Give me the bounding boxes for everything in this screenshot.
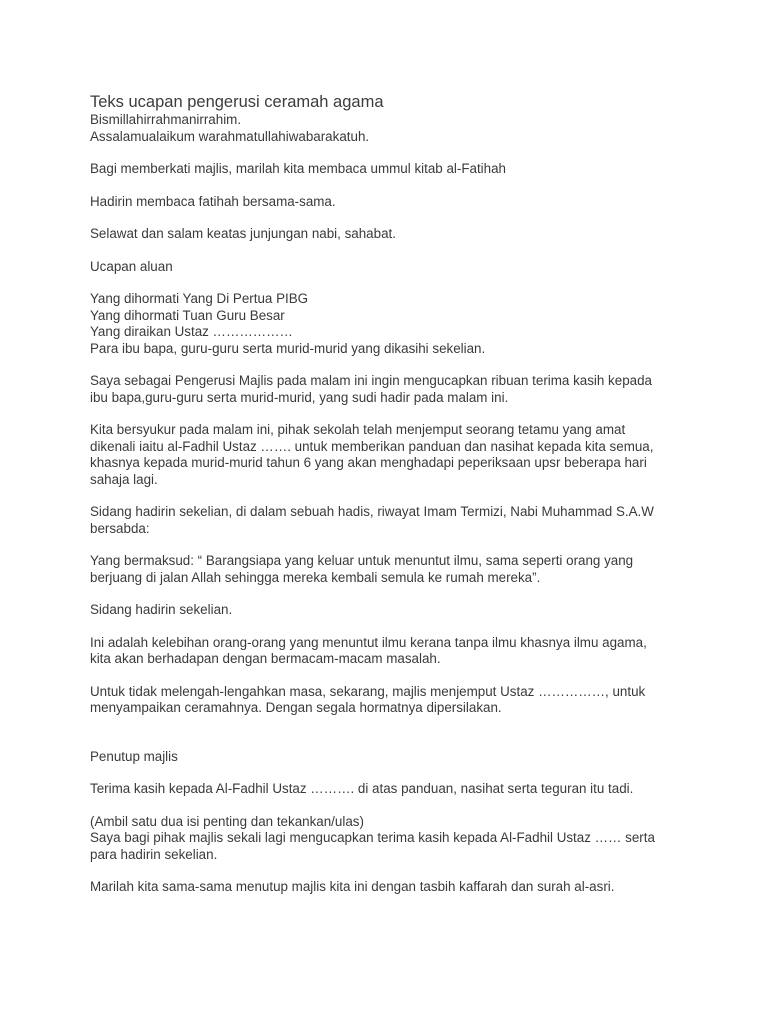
paragraph-thanks bbox=[90, 373, 680, 406]
text-line: Yang bermaksud: “ Barangsiapa yang keluar untuk menuntut ilmu, sama seperti orang yang bbox=[90, 553, 634, 568]
text-line: dikenali iaitu al-Fadhil Ustaz ……. untuk memberikan panduan dan nasihat kepada kita semua, bbox=[90, 438, 654, 454]
text-line: Untuk tidak melengah-lengahkan masa, sekarang, majlis menjemput Ustaz ……………, untuk bbox=[90, 683, 646, 699]
paragraph-opening bbox=[90, 112, 680, 145]
paragraph-hadis bbox=[90, 504, 680, 537]
text-line: Yang dihormati Yang Di Pertua PIBG bbox=[90, 291, 309, 306]
text-line: khasnya kepada murid-murid tahun 6 yang akan menghadapi peperiksaan upsr beberapa hari bbox=[90, 455, 647, 470]
text-line: Ucapan aluan bbox=[90, 258, 173, 274]
text-line: Terima kasih kepada Al-Fadhil Ustaz ………. di atas panduan, nasihat serta teguran itu tadi. bbox=[90, 781, 634, 796]
paragraph-guest bbox=[90, 422, 680, 488]
document-body bbox=[90, 92, 680, 896]
text-line: Bagi memberkati majlis, marilah kita membaca ummul kitab al-Fatihah bbox=[90, 161, 506, 176]
text-line: kita akan berhadapan dengan bermacam-macam masalah. bbox=[90, 651, 441, 666]
text-line: para hadirin sekelian. bbox=[90, 846, 218, 862]
text-line: Hadirin membaca fatihah bersama-sama. bbox=[90, 193, 336, 209]
paragraph-sidang bbox=[90, 602, 680, 619]
text-line: Selawat dan salam keatas junjungan nabi, sahabat. bbox=[90, 226, 396, 241]
text-line: Bismillahirrahmanirrahim. bbox=[90, 112, 242, 127]
text-line: Penutup majlis bbox=[90, 748, 178, 764]
text-line: ibu bapa,guru-guru serta murid-murid, yang sudi hadir pada malam ini. bbox=[90, 389, 509, 405]
paragraph-hadirin bbox=[90, 194, 680, 211]
text-line: Assalamualaikum warahmatullahiwabarakatuh. bbox=[90, 128, 370, 144]
paragraph-greetings bbox=[90, 291, 680, 357]
paragraph-selawat bbox=[90, 226, 680, 243]
text-line: Saya sebagai Pengerusi Majlis pada malam ini ingin mengucapkan ribuan terima kasih kepada bbox=[90, 373, 652, 388]
text-line: Yang dihormati Tuan Guru Besar bbox=[90, 307, 285, 323]
paragraph-fatihah bbox=[90, 161, 680, 178]
paragraph-kelebihan bbox=[90, 635, 680, 668]
text-line: bersabda: bbox=[90, 520, 150, 536]
text-line: Sidang hadirin sekelian, di dalam sebuah hadis, riwayat Imam Termizi, Nabi Muhammad S.A.W bbox=[90, 504, 654, 519]
paragraph-jemputan bbox=[90, 684, 680, 717]
text-line: (Ambil satu dua isi penting dan tekankan/ulas) bbox=[90, 813, 364, 829]
text-line: Sidang hadirin sekelian. bbox=[90, 602, 233, 617]
paragraph-maksud bbox=[90, 553, 680, 586]
section-heading-penutup bbox=[90, 749, 680, 766]
paragraph-terima-kasih bbox=[90, 781, 680, 798]
text-line: sahaja lagi. bbox=[90, 471, 158, 487]
text-line: Kita bersyukur pada malam ini, pihak sekolah telah menjemput seorang tetamu yang amat bbox=[90, 422, 626, 437]
paragraph-tasbih bbox=[90, 879, 680, 896]
section-heading-ucapan-aluan bbox=[90, 259, 680, 276]
text-line: Para ibu bapa, guru-guru serta murid-murid yang dikasihi sekelian. bbox=[90, 340, 486, 356]
document-title: Teks ucapan pengerusi ceramah agama bbox=[90, 93, 384, 111]
text-line: Ini adalah kelebihan orang-orang yang menuntut ilmu kerana tanpa ilmu khasnya ilmu agama, bbox=[90, 634, 647, 650]
paragraph-closing-thanks bbox=[90, 814, 680, 864]
text-line: berjuang di jalan Allah sehingga mereka kembali semula ke rumah mereka”. bbox=[90, 569, 541, 585]
text-line: Marilah kita sama-sama menutup majlis kita ini dengan tasbih kaffarah dan surah al-asri. bbox=[90, 879, 615, 894]
text-line: menyampaikan ceramahnya. Dengan segala hormatnya dipersilakan. bbox=[90, 700, 502, 715]
text-line: Yang diraikan Ustaz ……………… bbox=[90, 324, 293, 339]
text-line: Saya bagi pihak majlis sekali lagi mengucapkan terima kasih kepada Al-Fadhil Ustaz …… serta bbox=[90, 830, 655, 845]
